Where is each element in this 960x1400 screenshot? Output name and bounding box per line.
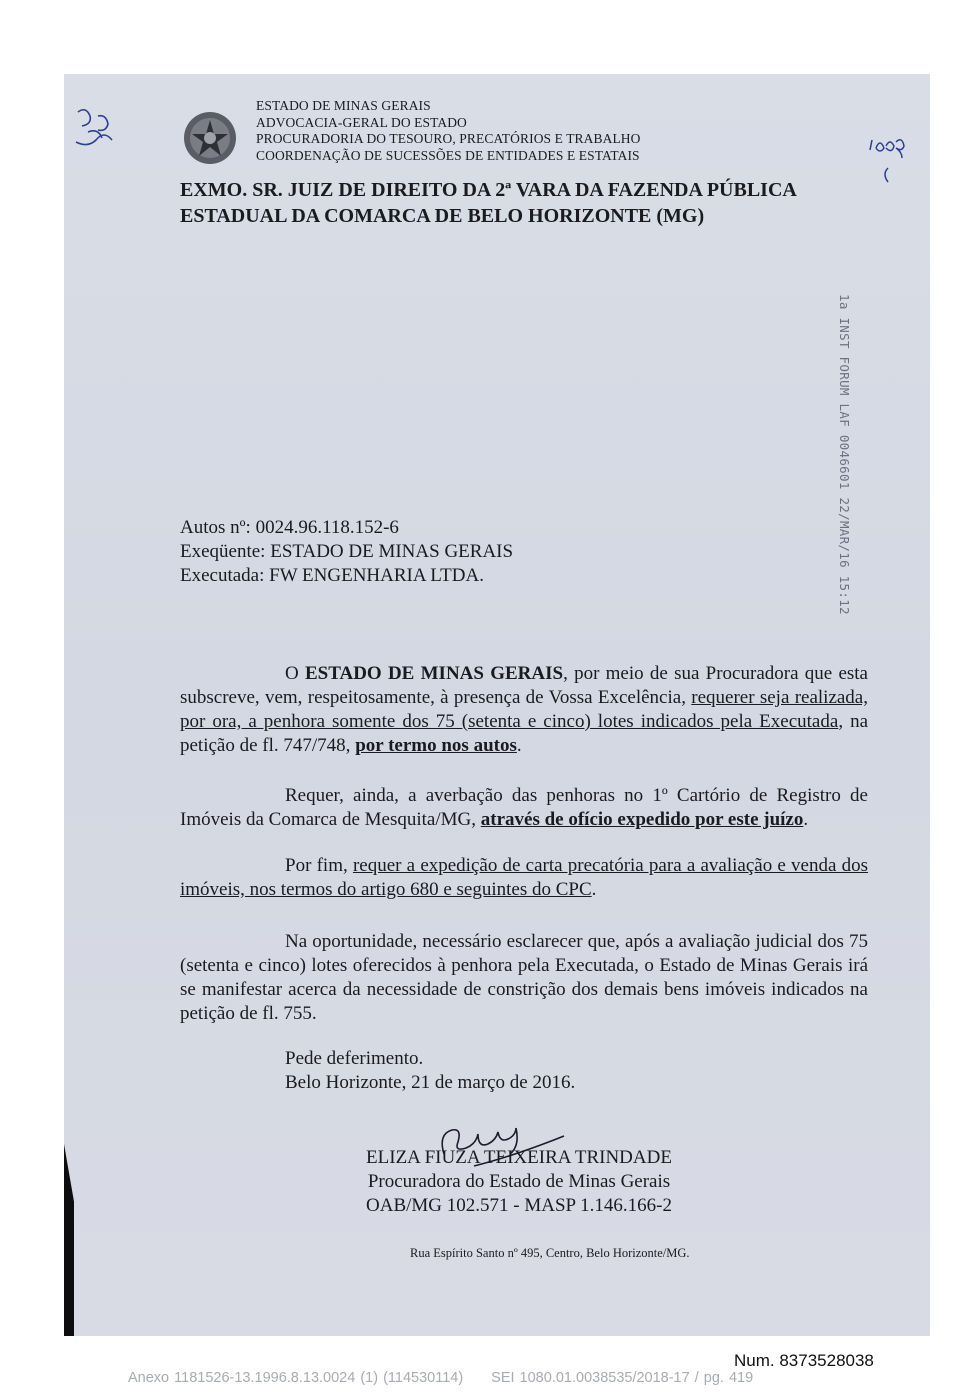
text-span-bold-underlined: por termo nos autos (355, 735, 517, 756)
text-span: Por fim, (285, 855, 353, 876)
scan-edge-mark (64, 1144, 74, 1336)
scanned-page (64, 74, 930, 1336)
text-span: . (803, 809, 809, 830)
text-span-bold-underlined: através de ofício expedido por este juízo (480, 809, 804, 830)
document-number: Num. 8373528038 (734, 1351, 874, 1370)
state-coat-of-arms-icon (182, 110, 238, 166)
text-span: , na petição de fl. 747/748, (180, 711, 869, 756)
text-span: . (591, 879, 597, 900)
text-span: . (516, 735, 522, 756)
paragraph-1 (180, 662, 868, 758)
closing (285, 1047, 575, 1095)
letterhead-line: COORDENAÇÃO DE SUCESSÕES DE ENTIDADES E ESTATAIS (256, 147, 640, 163)
text-span: O (285, 663, 305, 684)
paragraph-4 (180, 930, 868, 1026)
letterhead-line: ADVOCACIA-GERAL DO ESTADO (256, 114, 467, 130)
case-info (180, 516, 513, 588)
closing-request: Pede deferimento. (285, 1048, 424, 1069)
signer-role: Procuradora do Estado de Minas Gerais (367, 1171, 671, 1192)
addressee-heading (180, 177, 880, 229)
text-span-underlined: requer a expedição de carta precatória para a avaliação e venda dos imóveis, nos termos do artigo 680 e seguintes do CPC (180, 855, 869, 900)
letterhead (256, 98, 641, 164)
closing-date: Belo Horizonte, 21 de março de 2016. (285, 1072, 576, 1093)
footer (128, 1370, 781, 1386)
footer-annex: Anexo 1181526-13.1996.8.13.0024 (1) (114530114) (128, 1370, 464, 1386)
text-span: Requer, ainda, a averbação das penhoras no 1º Cartório de Registro de Imóveis da Comarca de Mesquita/MG, (180, 785, 868, 830)
addressee-line-2: ESTADUAL DA COMARCA DE BELO HORIZONTE (MG) (180, 205, 705, 227)
case-number: Autos nº: 0024.96.118.152-6 (180, 517, 399, 538)
addressee-line-1: EXMO. SR. JUIZ DE DIREITO DA 2ª VARA DA FAZENDA PÚBLICA (180, 179, 797, 201)
case-defendant: Executada: FW ENGENHARIA LTDA. (180, 565, 484, 586)
signer-name: ELIZA FIUZA TEIXEIRA TRINDADE (366, 1147, 672, 1168)
letterhead-line: PROCURADORIA DO TESOURO, PRECATÓRIOS E TRABALHO (256, 131, 641, 146)
text-span-bold: ESTADO DE MINAS GERAIS (304, 663, 564, 684)
signature-block (344, 1146, 694, 1218)
text-span-underlined: requerer seja realizada, por ora, a penhora somente dos 75 (setenta e cinco) lotes indicados pela Executada (180, 687, 868, 732)
paragraph-3 (180, 854, 868, 902)
paragraph-2 (180, 784, 868, 832)
case-plaintiff: Exeqüente: ESTADO DE MINAS GERAIS (180, 541, 514, 562)
protocol-stamp: 1a INST FORUM LAF 0046601 22/MAR/16 15:12 (837, 294, 852, 615)
footer-sei: SEI 1080.01.0038535/2018-17 / pg. 419 (491, 1370, 754, 1386)
text-span: , por meio de sua Procuradora que esta subscreve, vem, respeitosamente, à presença de Vossa Excelência, (180, 663, 868, 708)
text-span: Na oportunidade, necessário esclarecer que, após a avaliação judicial dos 75 (setenta e cinco) lotes oferecidos à penhora pela Executada, o Estado de Minas Gerais irá se manifestar acerca da necessidade de constrição dos demais bens imóveis indicados na petição de fl. 755. (180, 931, 868, 1024)
signer-registration: OAB/MG 102.571 - MASP 1.146.166-2 (366, 1195, 672, 1216)
office-address: Rua Espírito Santo nº 495, Centro, Belo Horizonte/MG. (410, 1246, 690, 1260)
letterhead-line: ESTADO DE MINAS GERAIS (256, 98, 431, 113)
handwritten-note-left (68, 102, 128, 172)
